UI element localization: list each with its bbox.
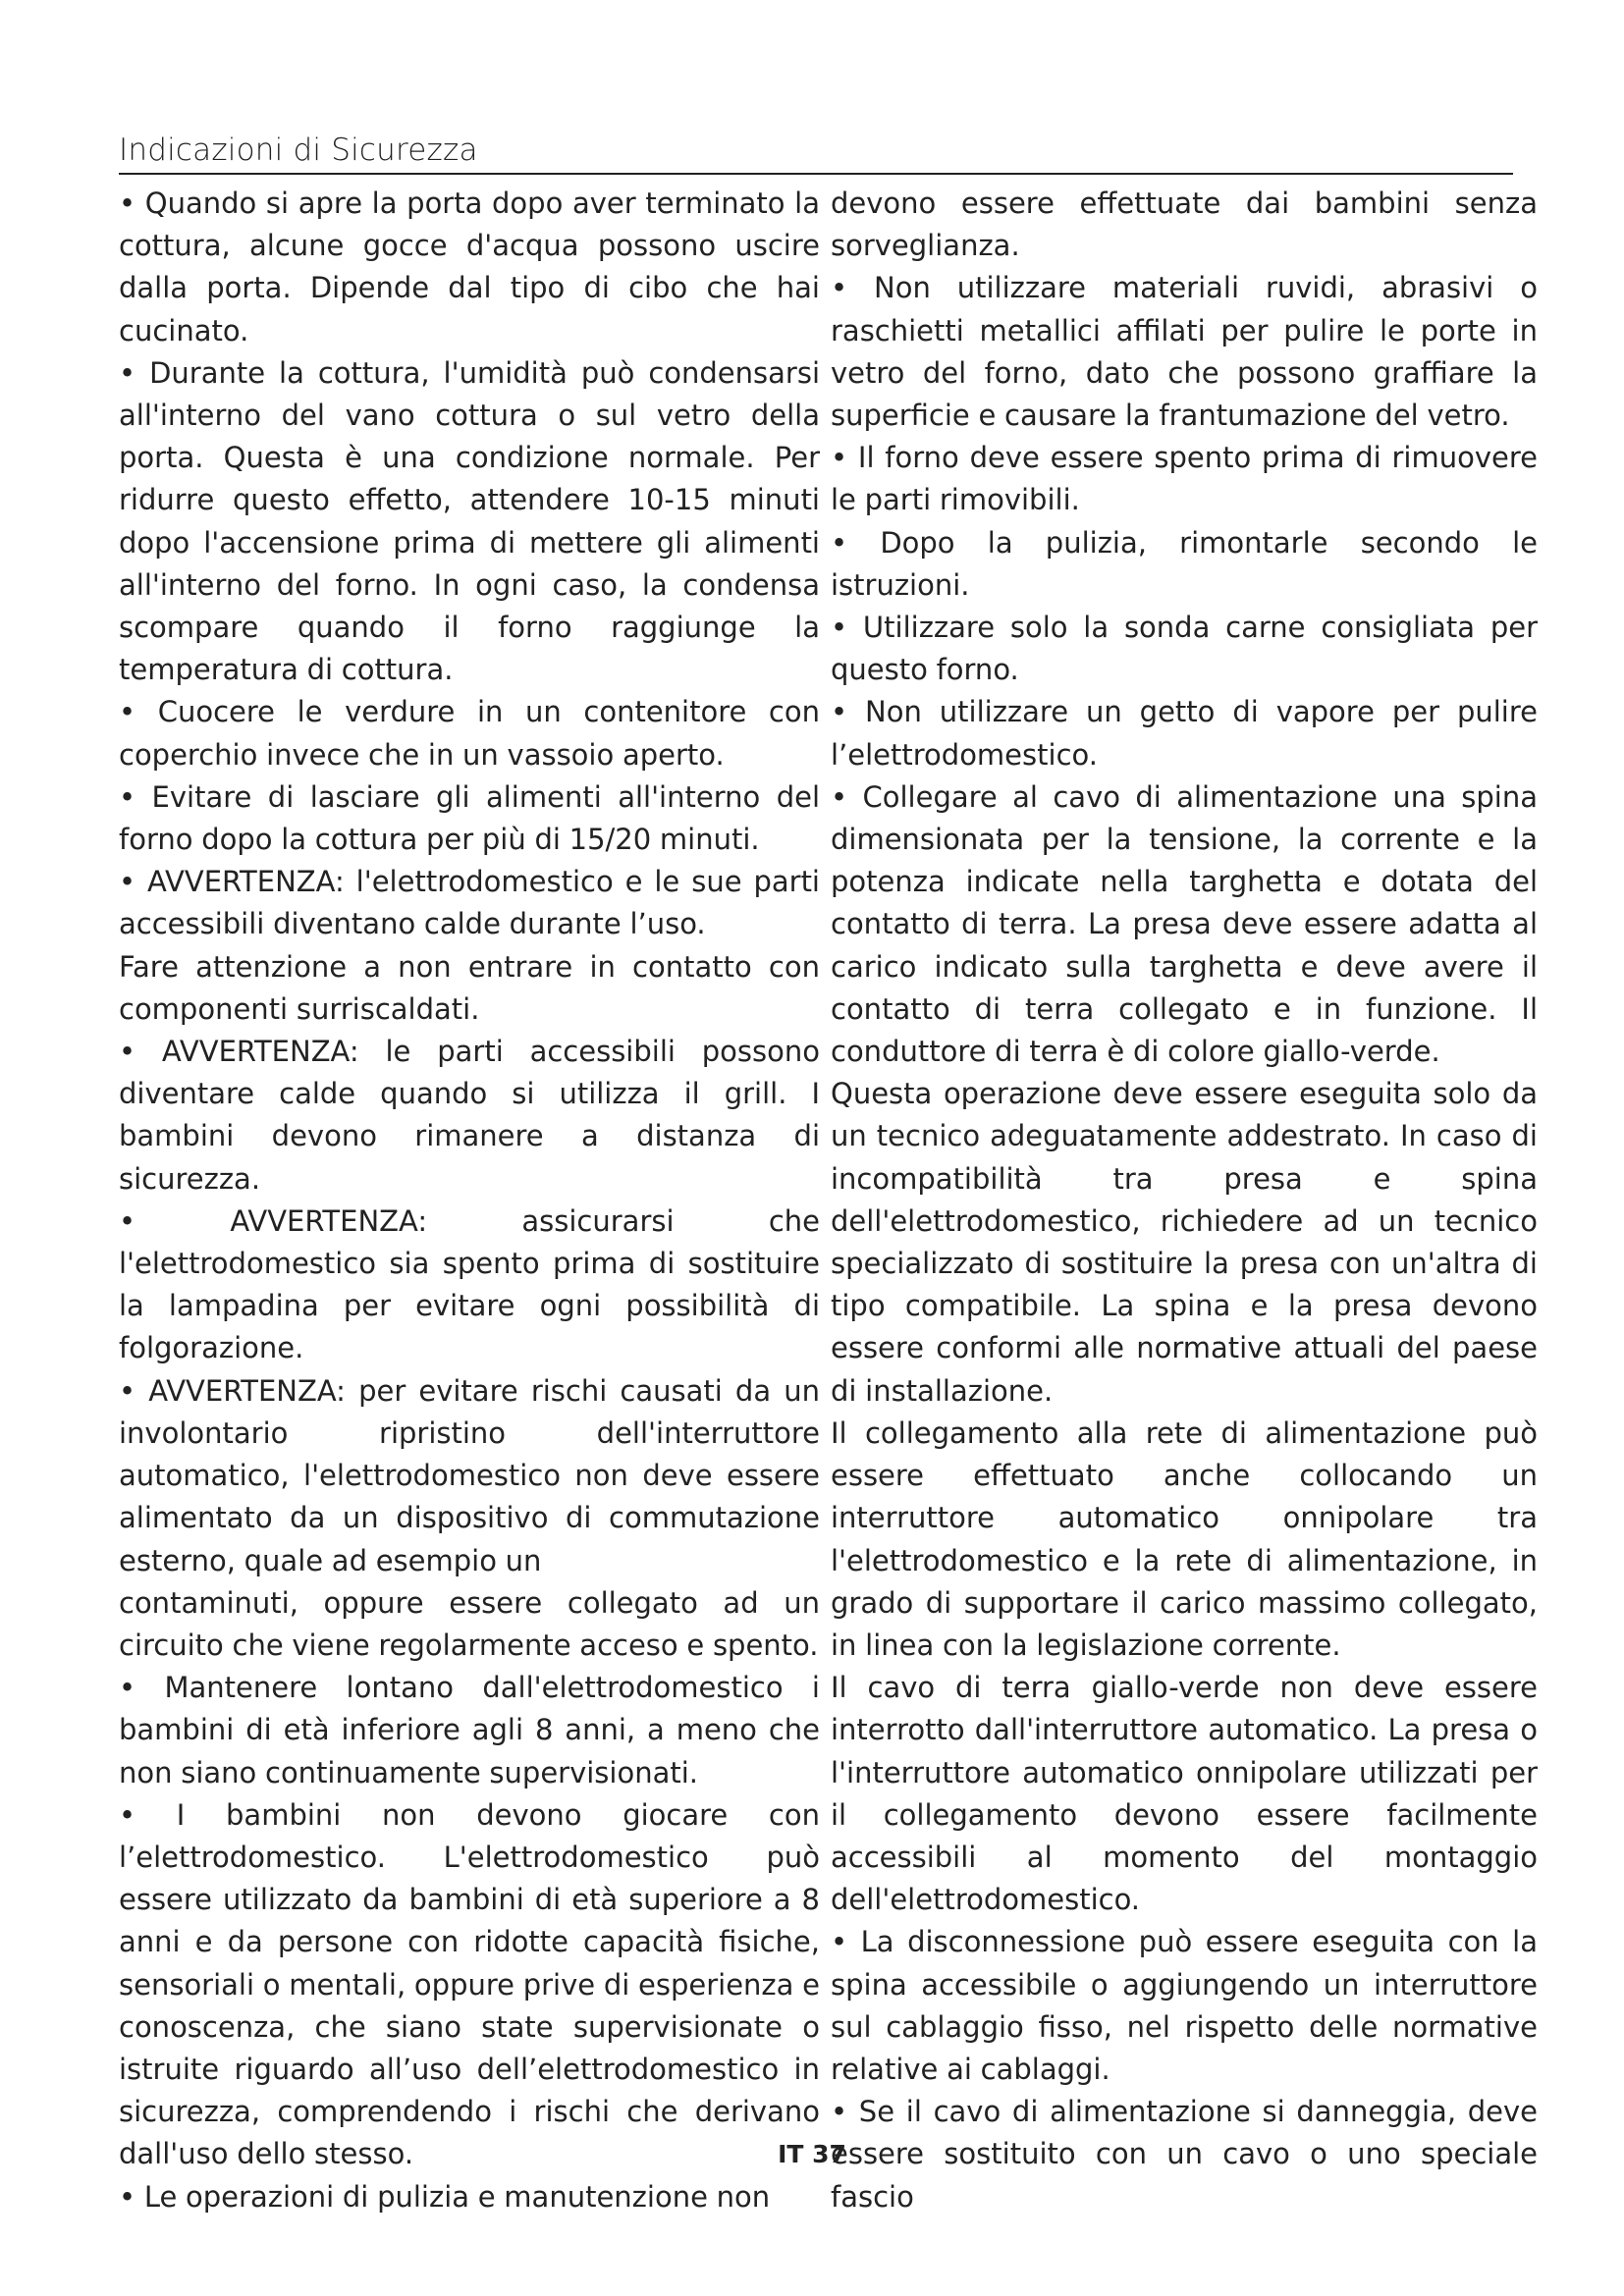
paragraph: • Mantenere lontano dall'elettrodomestico i bambini di età inferiore agli 8 anni, a meno che non siano continuamente supervisionati.: [119, 1671, 820, 1789]
paragraph: • Dopo la pulizia, rimontarle secondo le istruzioni.: [831, 525, 1538, 602]
paragraph: • AVVERTENZA: per evitare rischi causati da un involontario ripristino dell'interruttore automatico, l'elettrodomestico non deve essere alimentato da un dispositivo di commutazione esterno, quale ad esempio un: [119, 1373, 820, 1577]
page-title: Indicazioni di Sicurezza: [119, 133, 478, 168]
paragraph: • Le operazioni di pulizia e manutenzione non: [119, 2179, 771, 2214]
page-number: IT 37: [778, 2140, 846, 2168]
paragraph: • Durante la cottura, l'umidità può condensarsi all'interno del vano cottura o sul vetro della porta. Questa è una condizione normale. Per ridurre questo effetto, attendere 10-15 minuti dopo l'accensione prima di mettere gli alimenti all'interno del forno. In ogni caso, la condensa scompare quando il forno raggiunge la temperatura di cottura.: [119, 355, 820, 687]
paragraph: • AVVERTENZA: assicurarsi che l'elettrodomestico sia spento prima di sostituire la lampadina per evitare ogni possibilità di folgorazione.: [119, 1203, 820, 1365]
paragraph: • Evitare di lasciare gli alimenti all'interno del forno dopo la cottura per più di 15/20 minuti.: [119, 779, 820, 857]
right-column: [831, 183, 1538, 2218]
paragraph: Fare attenzione a non entrare in contatto con componenti surriscaldati.: [119, 949, 820, 1026]
paragraph: • La disconnessione può essere eseguita con la spina accessibile o aggiungendo un interruttore sul cablaggio fisso, nel rispetto delle normative relative ai cablaggi.: [831, 1925, 1538, 2086]
paragraph: Questa operazione deve essere eseguita solo da un tecnico adeguatamente addestrato. In caso di incompatibilità tra presa e spina dell'elettrodomestico, richiedere ad un tecnico specializzato di sostituire la presa con un'altra di tipo compatibile. La spina e la presa devono essere conformi alle normative attuali del paese di installazione.: [831, 1077, 1538, 1408]
paragraph: • Collegare al cavo di alimentazione una spina dimensionata per la tensione, la corrente e la potenza indicate nella targhetta e dotata del contatto di terra. La presa deve essere adatta al carico indicato sulla targhetta e deve avere il contatto di terra collegato e in funzione. Il conduttore di terra è di colore giallo-verde.: [831, 779, 1538, 1069]
paragraph: • Il forno deve essere spento prima di rimuovere le parti rimovibili.: [831, 441, 1538, 517]
paragraph: contaminuti, oppure essere collegato ad un circuito che viene regolarmente acceso e spento.: [119, 1585, 820, 1662]
paragraph: Il cavo di terra giallo-verde non deve essere interrotto dall'interruttore automatico. La presa o l'interruttore automatico onnipolare utilizzati per il collegamento devono essere facilmente accessibili al momento del montaggio dell'elettrodomestico.: [831, 1671, 1538, 1917]
paragraph: • Non utilizzare un getto di vapore per pulire l’elettrodomestico.: [831, 695, 1538, 772]
paragraph: devono essere effettuate dai bambini senza sorveglianza.: [831, 187, 1538, 263]
paragraph: • Non utilizzare materiali ruvidi, abrasivi o raschietti metallici affilati per pulire le porte in vetro del forno, dato che possono graffiare la superficie e causare la frantumazione del vetro.: [831, 271, 1538, 433]
paragraph: • Se il cavo di alimentazione si danneggia, deve essere sostituito con un cavo o uno speciale fascio: [831, 2095, 1538, 2214]
paragraph: Il collegamento alla rete di alimentazione può essere effettuato anche collocando un interruttore automatico onnipolare tra l'elettrodomestico e la rete di alimentazione, in grado di supportare il carico massimo collegato, in linea con la legislazione corrente.: [831, 1415, 1538, 1662]
title-divider: [119, 173, 1513, 175]
paragraph: • AVVERTENZA: l'elettrodomestico e le sue parti accessibili diventano calde durante l’uso.: [119, 865, 820, 941]
paragraph: • Cuocere le verdure in un contenitore con coperchio invece che in un vassoio aperto.: [119, 695, 820, 772]
left-column: [119, 183, 820, 2218]
paragraph: • Quando si apre la porta dopo aver terminato la cottura, alcune gocce d'acqua possono uscire dalla porta. Dipende dal tipo di cibo che hai cucinato.: [119, 187, 820, 347]
paragraph: • I bambini non devono giocare con l’elettrodomestico. L'elettrodomestico può essere utilizzato da bambini di età superiore a 8 anni e da persone con ridotte capacità fisiche, sensoriali o mentali, oppure prive di esperienza e conoscenza, che siano state supervisionate o istruite riguardo all’uso dell’elettrodomestico in sicurezza, comprendendo i rischi che derivano dall'uso dello stesso.: [119, 1797, 820, 2171]
paragraph: • AVVERTENZA: le parti accessibili possono diventare calde quando si utilizza il grill. I bambini devono rimanere a distanza di sicurezza.: [119, 1035, 820, 1196]
paragraph: • Utilizzare solo la sonda carne consigliata per questo forno.: [831, 611, 1538, 687]
